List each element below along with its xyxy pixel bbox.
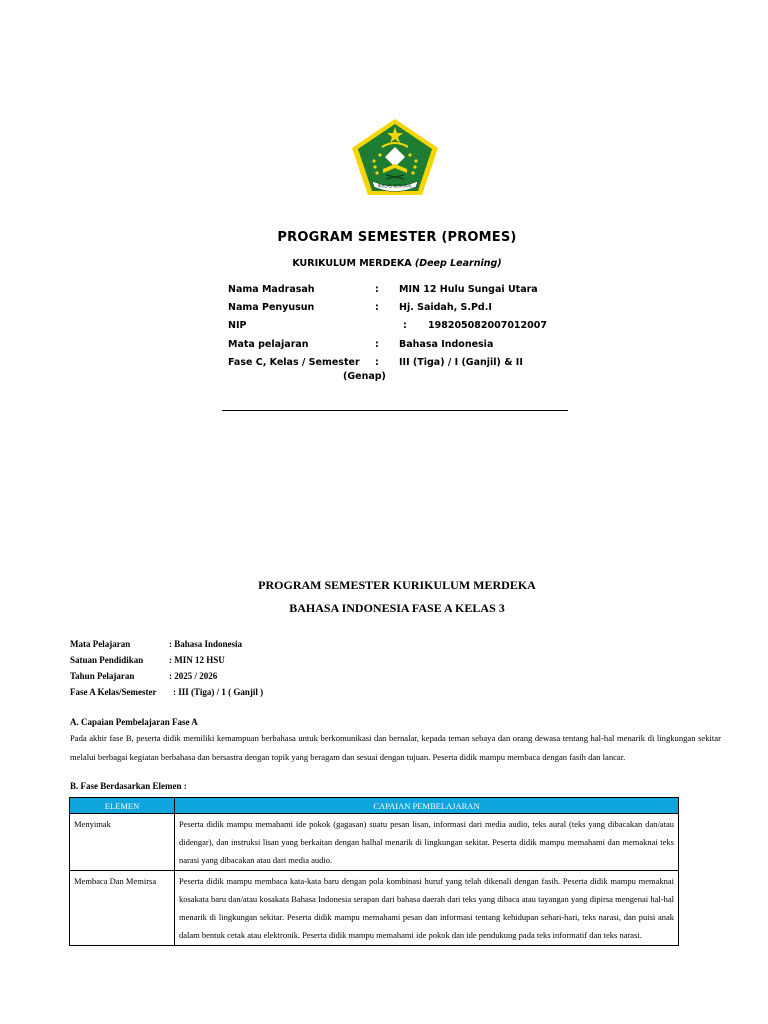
cover-subtitle-italic: (Deep Learning)	[414, 258, 502, 269]
info-label: Fase C, Kelas / Semester	[228, 357, 360, 368]
header-capaian: CAPAIAN PEMBELAJARAN	[175, 798, 679, 814]
doc-subtitle: BAHASA INDONESIA FASE A KELAS 3	[289, 601, 505, 615]
info-row-fase-cont: (Genap)	[343, 371, 386, 382]
cover-divider	[222, 410, 568, 411]
section-b-heading: B. Fase Berdasarkan Elemen :	[70, 781, 187, 791]
logo-banner-text: IKHLAS BERAMAL	[377, 183, 413, 189]
table-row	[70, 871, 679, 946]
info-colon: :	[375, 339, 379, 350]
cell-capaian: Peserta didik mampu membaca kata-kata baru dengan pola kombinasi huruf yang telah dikenali dengan fasih. Peserta didik mampu memaknai kosakata baru dan/atau kosakata Bahasa Indonesia serapan dari bahasa daerah dari teks yang dibaca atau tayangan yang dipirsa mengenai hal-hal menarik di lingkungan sekitar. Peserta didik mampu memahami pesan dan informasi tentang kehidupan sehari-hari, teks narasi, dan puisi anak dalam bentuk cetak atau elektronik. Peserta didik mampu memahami ide pokok dan ide pendukung pada teks informatif dan teks narasi.	[175, 871, 679, 946]
info-colon: :	[375, 357, 379, 368]
meta-value: : MIN 12 HSU	[169, 655, 225, 665]
info-label: NIP	[228, 320, 247, 331]
info-colon: :	[375, 284, 379, 295]
header-elemen: ELEMEN	[70, 798, 175, 814]
cover-title: PROGRAM SEMESTER (PROMES)	[277, 230, 517, 245]
info-label: Mata pelajaran	[228, 339, 309, 350]
info-value: MIN 12 Hulu Sungai Utara	[399, 284, 538, 295]
table-header-row	[70, 798, 679, 814]
meta-value: : III (Tiga) / 1 ( Ganjil )	[173, 687, 264, 697]
info-value: III (Tiga) / I (Ganjil) & II	[399, 357, 523, 368]
meta-value: : Bahasa Indonesia	[169, 639, 243, 649]
meta-label: Fase A Kelas/Semester	[70, 687, 157, 697]
cell-elemen: Menyimak	[70, 814, 175, 871]
info-colon: :	[375, 302, 379, 313]
kemenag-logo	[350, 117, 440, 197]
info-value: Hj. Saidah, S.Pd.I	[399, 302, 492, 313]
info-colon: :	[403, 320, 407, 331]
section-a-heading: A. Capaian Pembelajaran Fase A	[70, 717, 198, 727]
meta-value: : 2025 / 2026	[169, 671, 218, 681]
elemen-table	[69, 797, 679, 946]
doc-title: PROGRAM SEMESTER KURIKULUM MERDEKA	[258, 578, 536, 592]
meta-label: Mata Pelajaran	[70, 639, 131, 649]
cell-elemen: Membaca Dan Memirsa	[70, 871, 175, 946]
info-label: Nama Madrasah	[228, 284, 315, 295]
table-row	[70, 814, 679, 871]
info-value: Bahasa Indonesia	[399, 339, 494, 350]
section-a-paragraph: Pada akhir fase B, peserta didik memiliki kemampuan berbahasa untuk berkomunikasi dan bernalar, kepada teman sebaya dan orang dewasa tentang hal-hal menarik di lingkungan sekitar melalui berbagai kegiatan berbahasa dan bersastra dengan topik yang beragam dan sesuai dengan tujuan. Peserta didik mampu membaca dengan fasih dan lancar.	[70, 733, 721, 762]
info-value: 198205082007012007	[428, 320, 547, 331]
cover-subtitle	[0, 258, 768, 269]
info-label: Nama Penyusun	[228, 302, 315, 313]
meta-label: Tahun Pelajaran	[70, 671, 135, 681]
cover-subtitle-main: KURIKULUM MERDEKA	[292, 258, 415, 269]
cell-capaian: Peserta didik mampu memahami ide pokok (gagasan) suatu pesan lisan, informasi dari media audio, teks aural (teks yang dibacakan dan/atau didengar), dan instruksi lisan yang berkaitan dengan halhal menarik di lingkungan sekitar. Peserta didik mampu memahami dan memaknai teks narasi yang dibacakan atau dari media audio.	[175, 814, 679, 871]
meta-label: Satuan Pendidikan	[70, 655, 144, 665]
